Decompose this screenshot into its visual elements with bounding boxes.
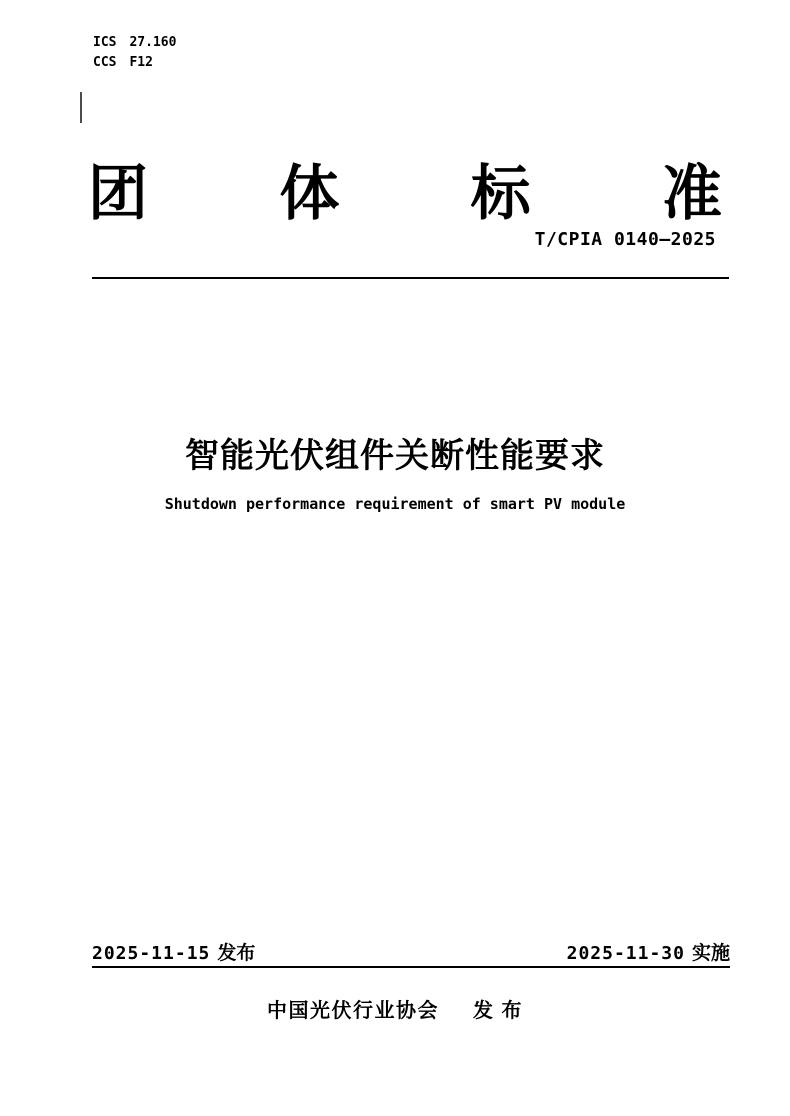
banner-char-4: 准 <box>661 160 722 227</box>
banner-char-3: 标 <box>470 160 531 227</box>
ics-code-row <box>93 33 176 53</box>
issue-date: 2025-11-15 <box>92 943 211 964</box>
implement-date-label: 实施 <box>691 943 730 964</box>
implement-date: 2025-11-30 <box>566 943 685 964</box>
banner-char-2: 体 <box>279 160 340 227</box>
ccs-label: CCS <box>93 55 117 70</box>
ccs-value: F12 <box>129 55 153 70</box>
standard-number: T/CPIA 0140—2025 <box>534 229 716 250</box>
classification-codes <box>93 33 176 73</box>
ccs-code-row <box>93 53 176 73</box>
issue-date-group <box>92 938 255 965</box>
margin-tick-mark <box>80 92 82 123</box>
publish-action-label: 发 布 <box>472 1000 524 1022</box>
publisher-name: 中国光伏行业协会 <box>266 1000 439 1022</box>
header-divider-rule <box>92 277 729 279</box>
issue-date-label: 发布 <box>217 943 256 964</box>
publisher-row <box>0 994 790 1023</box>
document-title-english: Shutdown performance requirement of smart PV module <box>164 495 626 513</box>
footer-dates-row <box>92 938 730 965</box>
implement-date-group <box>567 938 730 965</box>
footer-divider-rule <box>92 966 730 968</box>
ics-label: ICS <box>93 35 117 50</box>
ics-value: 27.160 <box>129 35 177 50</box>
banner-char-1: 团 <box>88 160 148 227</box>
document-title-chinese: 智能光伏组件关断性能要求 <box>185 437 605 475</box>
standard-type-banner <box>88 160 722 228</box>
